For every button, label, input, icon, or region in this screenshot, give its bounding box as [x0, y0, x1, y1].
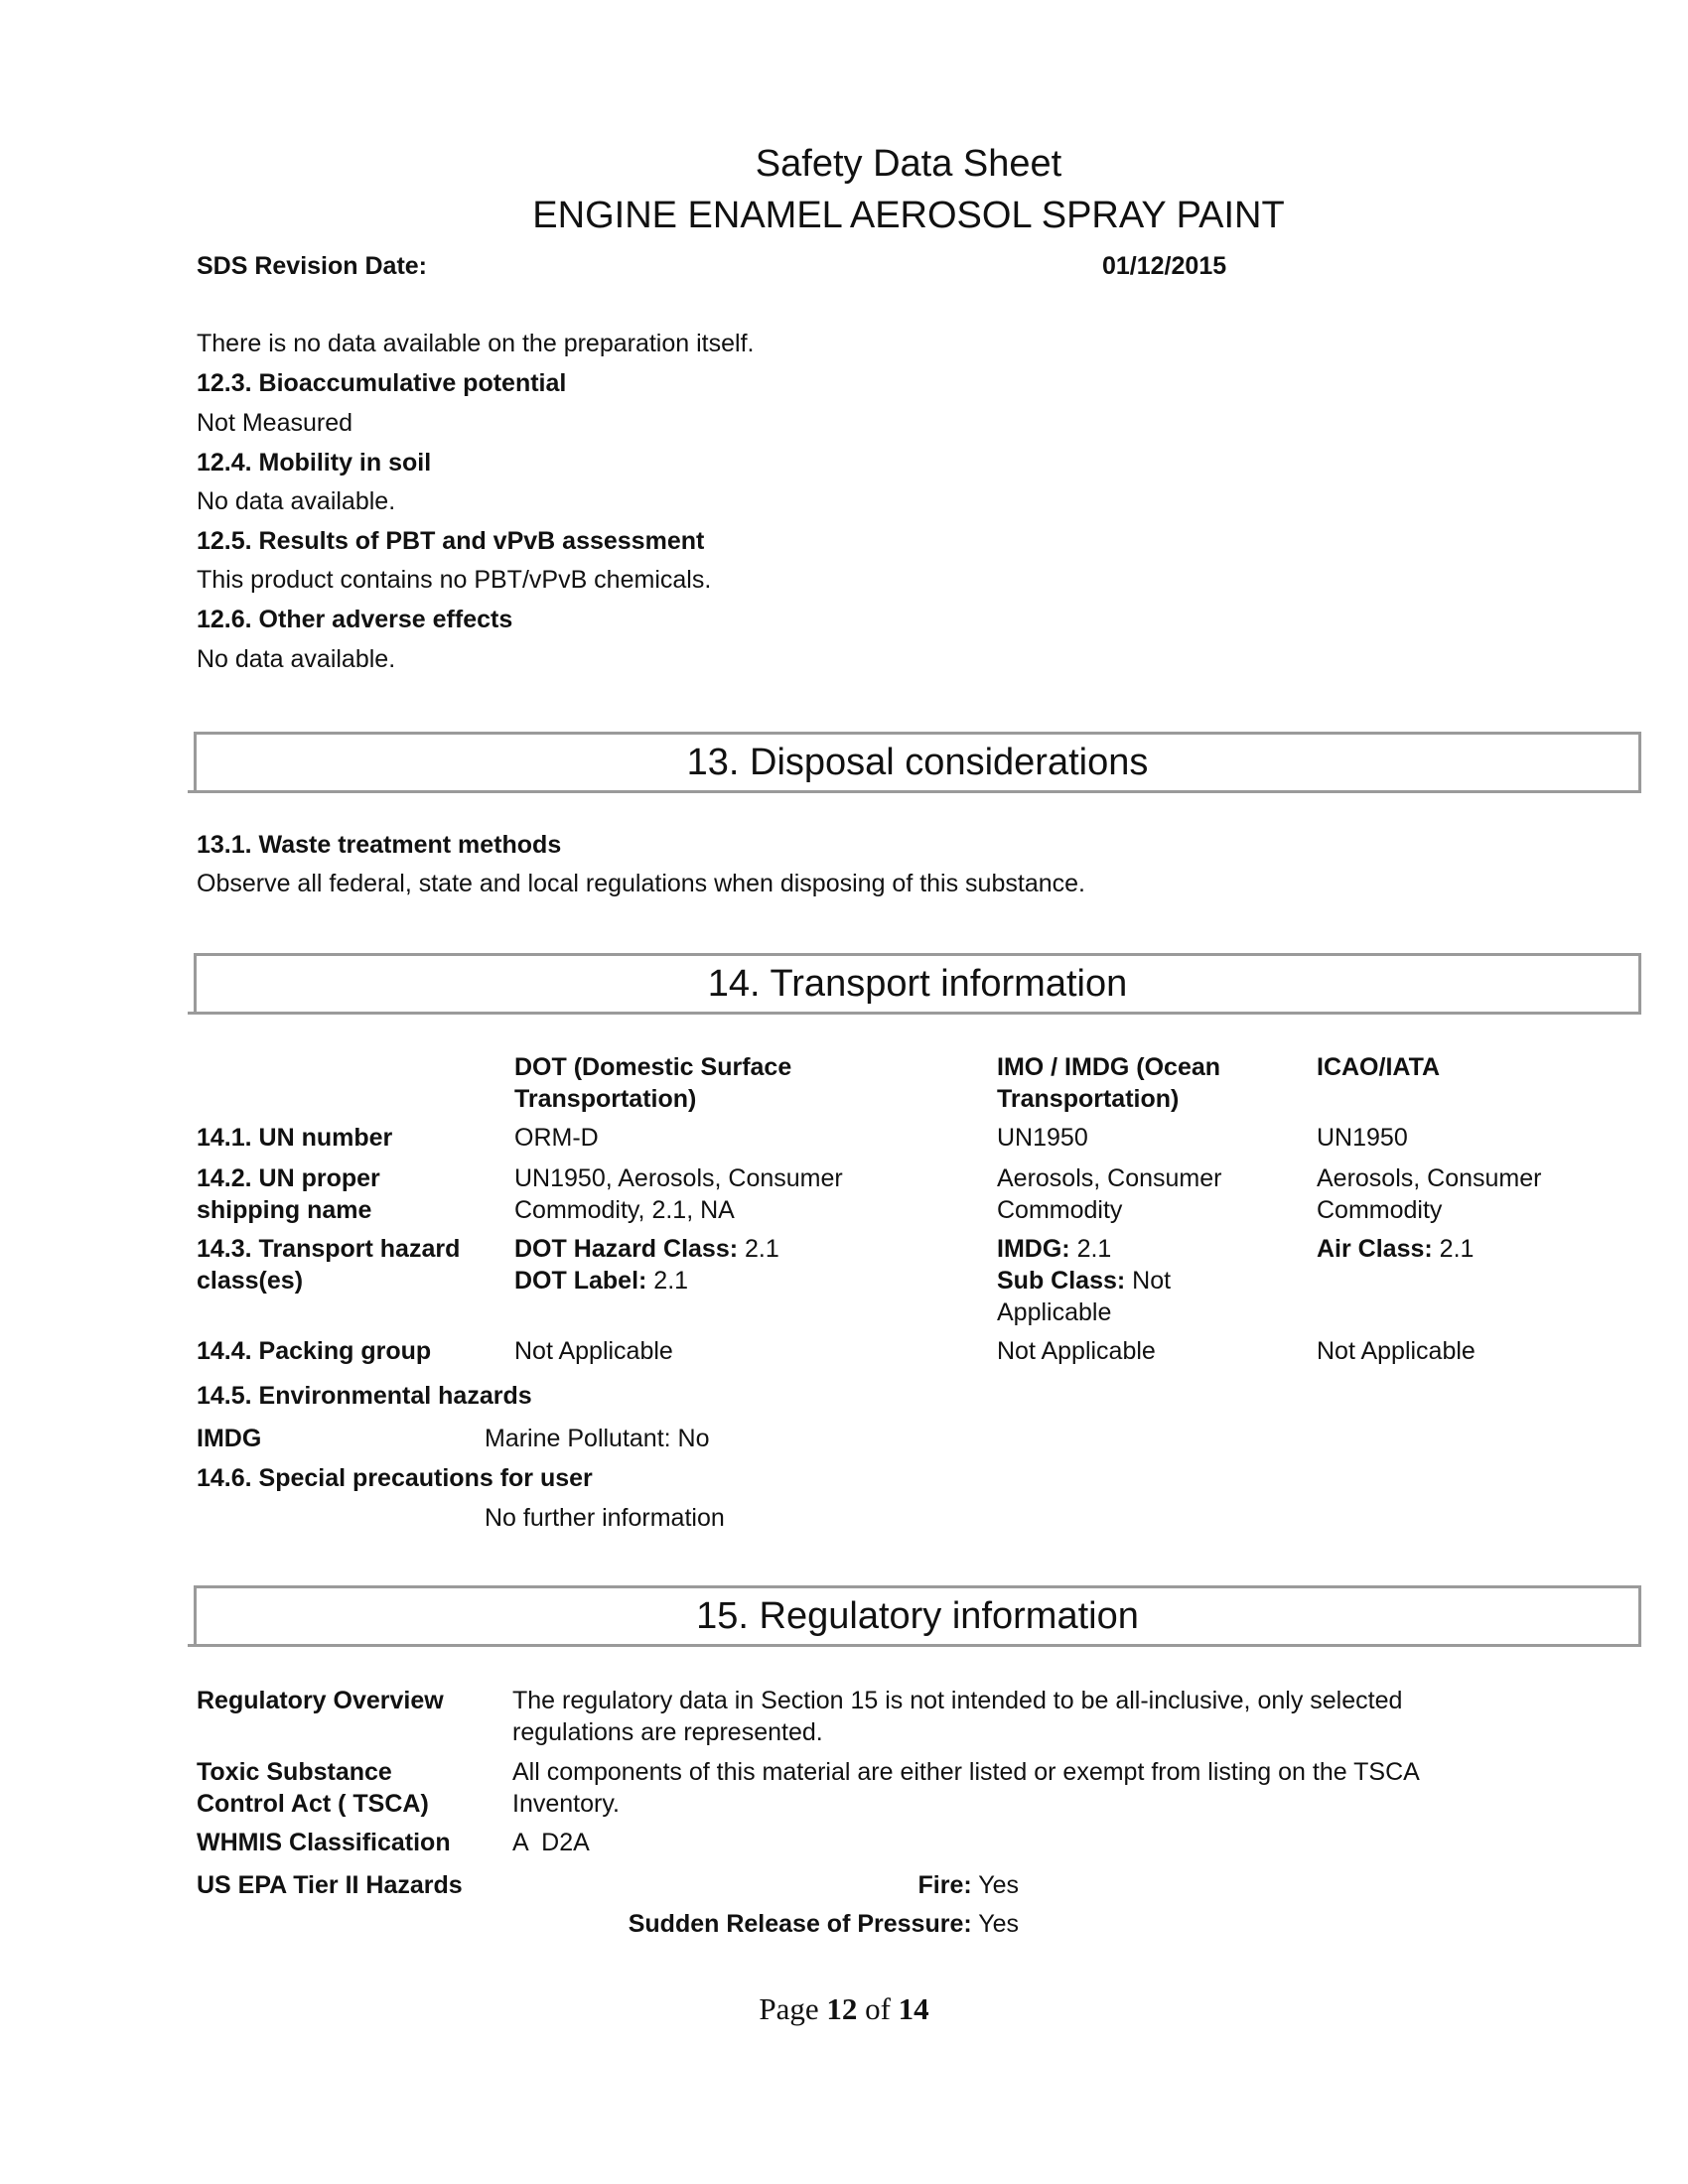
- un-number-imo: UN1950: [997, 1124, 1088, 1152]
- column-header-imo: [997, 1051, 1220, 1115]
- whmis-value: A D2A: [512, 1829, 590, 1856]
- section-12-intro: There is no data available on the preparation itself.: [197, 330, 755, 357]
- section-12-5-heading: 12.5. Results of PBT and vPvB assessment: [197, 527, 705, 555]
- column-header-icao: ICAO/IATA: [1317, 1053, 1441, 1081]
- sub-class-label: Sub Class:: [997, 1267, 1126, 1295]
- page-total: 14: [898, 1991, 929, 2026]
- imdg-class: [997, 1233, 1171, 1265]
- un-number-dot: ORM-D: [514, 1124, 599, 1152]
- column-header-imo-line1: IMO / IMDG (Ocean: [997, 1053, 1221, 1081]
- tier2-fire: [596, 1869, 1019, 1901]
- row-label-shipping-name-line2: shipping name: [197, 1196, 372, 1224]
- section-13-title: 13. Disposal considerations: [686, 742, 1149, 783]
- regulatory-overview-text: [512, 1685, 1402, 1748]
- hazard-class-dot: [514, 1233, 779, 1297]
- section-12-5-text: This product contains no PBT/vPvB chemicals.: [197, 566, 712, 594]
- column-header-dot-line1: DOT (Domestic Surface: [514, 1053, 792, 1081]
- sub-class-value-line2: Applicable: [997, 1298, 1112, 1326]
- section-12-6-heading: 12.6. Other adverse effects: [197, 606, 513, 633]
- hazard-class-icao: [1317, 1233, 1474, 1265]
- section-12-6-text: No data available.: [197, 645, 396, 673]
- shipping-name-dot-line1: UN1950, Aerosols, Consumer: [514, 1164, 843, 1192]
- section-12-4-heading: 12.4. Mobility in soil: [197, 449, 432, 477]
- section-12-4-text: No data available.: [197, 487, 396, 515]
- revision-date-value: 01/12/2015: [1102, 252, 1227, 280]
- special-precautions-value: No further information: [485, 1504, 725, 1532]
- section-15-title: 15. Regulatory information: [696, 1595, 1139, 1637]
- dot-hazard-class-label: DOT Hazard Class:: [514, 1235, 739, 1263]
- regulatory-overview-line1: The regulatory data in Section 15 is not intended to be all-inclusive, only selected: [512, 1687, 1403, 1714]
- air-class-value: 2.1: [1439, 1235, 1475, 1263]
- packing-group-dot: Not Applicable: [514, 1337, 673, 1365]
- column-header-dot: [514, 1051, 791, 1115]
- shipping-name-imo-line2: Commodity: [997, 1196, 1123, 1224]
- divider: [188, 1644, 1641, 1647]
- product-name: ENGINE ENAMEL AEROSOL SPRAY PAINT: [532, 195, 1285, 236]
- row-label-packing-group: 14.4. Packing group: [197, 1337, 432, 1365]
- un-number-icao: UN1950: [1317, 1124, 1408, 1152]
- section-14-header-box: [194, 953, 1641, 1012]
- row-label-hazard-class: [197, 1233, 460, 1297]
- dot-label: [514, 1265, 779, 1297]
- tier2-fire-label: Fire:: [917, 1871, 972, 1899]
- section-12-3-heading: 12.3. Bioaccumulative potential: [197, 369, 567, 397]
- section-13-1-heading: 13.1. Waste treatment methods: [197, 831, 562, 859]
- tier2-label: US EPA Tier II Hazards: [197, 1871, 463, 1899]
- special-precautions-heading: 14.6. Special precautions for user: [197, 1464, 593, 1492]
- shipping-name-icao-line1: Aerosols, Consumer: [1317, 1164, 1542, 1192]
- dot-hazard-class: [514, 1233, 779, 1265]
- revision-date-label: SDS Revision Date:: [197, 252, 428, 280]
- page-current: 12: [826, 1991, 858, 2026]
- regulatory-overview-label: Regulatory Overview: [197, 1687, 444, 1714]
- section-13-header-box: [194, 732, 1641, 790]
- row-label-hazard-class-line1: 14.3. Transport hazard: [197, 1235, 461, 1263]
- tsca-label: [197, 1756, 429, 1820]
- shipping-name-imo-line1: Aerosols, Consumer: [997, 1164, 1222, 1192]
- packing-group-icao: Not Applicable: [1317, 1337, 1476, 1365]
- tsca-text: [512, 1756, 1420, 1820]
- divider: [188, 790, 1641, 793]
- section-12-3-text: Not Measured: [197, 409, 353, 437]
- shipping-name-icao: [1317, 1162, 1541, 1226]
- column-header-imo-line2: Transportation): [997, 1085, 1180, 1113]
- row-label-un-number: 14.1. UN number: [197, 1124, 393, 1152]
- whmis-label: WHMIS Classification: [197, 1829, 451, 1856]
- tsca-label-line1: Toxic Substance: [197, 1758, 392, 1786]
- dot-label-label: DOT Label:: [514, 1267, 647, 1295]
- column-header-dot-line2: Transportation): [514, 1085, 697, 1113]
- imdg-class-value: 2.1: [1076, 1235, 1112, 1263]
- env-hazards-imdg-value: Marine Pollutant: No: [485, 1425, 710, 1452]
- regulatory-overview-line2: regulations are represented.: [512, 1718, 823, 1746]
- tsca-label-line2: Control Act ( TSCA): [197, 1790, 429, 1818]
- document-title: Safety Data Sheet: [755, 143, 1062, 185]
- tsca-text-line1: All components of this material are either listed or exempt from listing on the TSCA: [512, 1758, 1420, 1786]
- env-hazards-imdg-label: IMDG: [197, 1425, 262, 1452]
- of-word: of: [865, 1991, 891, 2026]
- divider: [188, 1012, 1641, 1015]
- packing-group-imo: Not Applicable: [997, 1337, 1156, 1365]
- shipping-name-imo: [997, 1162, 1221, 1226]
- imdg-class-label: IMDG:: [997, 1235, 1070, 1263]
- env-hazards-heading: 14.5. Environmental hazards: [197, 1382, 532, 1410]
- tier2-fire-value: Yes: [978, 1871, 1019, 1899]
- row-label-shipping-name-line1: 14.2. UN proper: [197, 1164, 380, 1192]
- dot-label-value: 2.1: [653, 1267, 689, 1295]
- section-15-header-box: [194, 1585, 1641, 1644]
- shipping-name-icao-line2: Commodity: [1317, 1196, 1443, 1224]
- sub-class: [997, 1265, 1171, 1297]
- section-14-title: 14. Transport information: [707, 963, 1128, 1005]
- tier2-pressure-value: Yes: [978, 1910, 1019, 1938]
- row-label-shipping-name: [197, 1162, 380, 1226]
- air-class-label: Air Class:: [1317, 1235, 1433, 1263]
- dot-hazard-class-value: 2.1: [745, 1235, 779, 1263]
- tier2-pressure-label: Sudden Release of Pressure:: [628, 1910, 972, 1938]
- shipping-name-dot: [514, 1162, 843, 1226]
- row-label-hazard-class-line2: class(es): [197, 1267, 304, 1295]
- tier2-pressure: [496, 1908, 1019, 1940]
- hazard-class-imo: [997, 1233, 1171, 1328]
- section-13-1-text: Observe all federal, state and local regulations when disposing of this substance.: [197, 870, 1085, 897]
- sub-class-value-line1: Not: [1132, 1267, 1172, 1295]
- tsca-text-line2: Inventory.: [512, 1790, 620, 1818]
- page-word: Page: [759, 1991, 819, 2026]
- page-footer: [0, 1989, 1688, 2029]
- shipping-name-dot-line2: Commodity, 2.1, NA: [514, 1196, 735, 1224]
